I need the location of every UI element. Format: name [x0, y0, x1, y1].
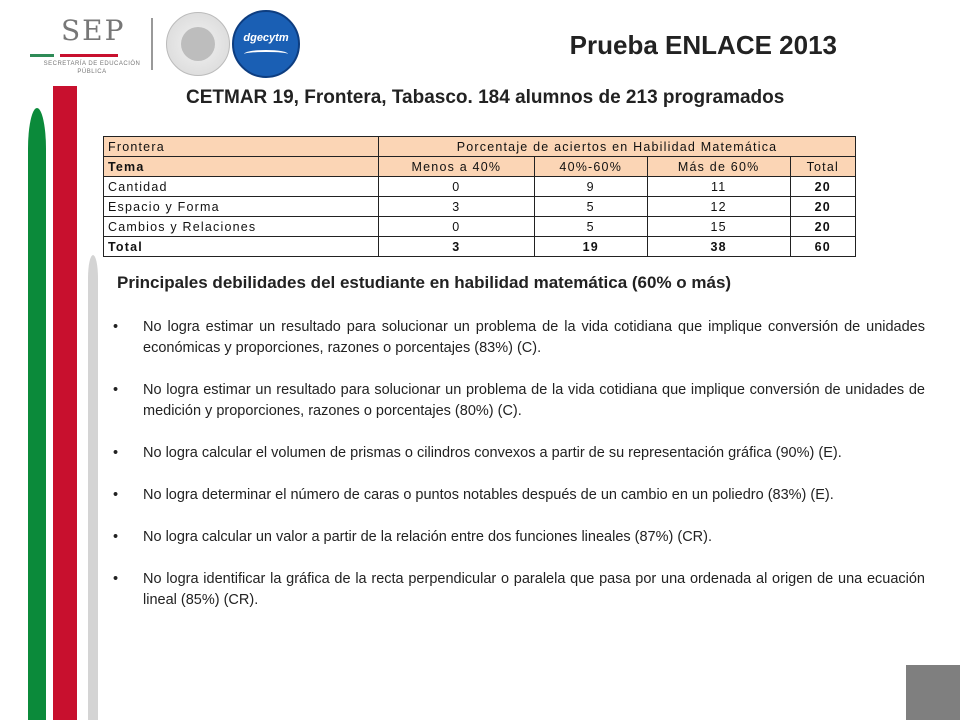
table-cell: 38 [647, 237, 790, 257]
sep-logo-text: SEP [61, 14, 126, 47]
table-cell: 9 [534, 177, 647, 197]
table-cell: 5 [534, 197, 647, 217]
table-row [104, 177, 856, 197]
table-cell: 20 [790, 177, 855, 197]
table-group-header: Porcentaje de aciertos en Habilidad Matemática [379, 137, 856, 157]
column-header: Más de 60% [647, 157, 790, 177]
table-cell: Cambios y Relaciones [104, 217, 379, 237]
bullet-icon: • [113, 529, 119, 545]
table-cell: 11 [647, 177, 790, 197]
bullet-icon: • [113, 571, 119, 587]
dgecytm-logo [232, 10, 300, 78]
table-cell: 3 [379, 237, 535, 257]
weakness-list [113, 317, 925, 632]
list-item-text: No logra estimar un resultado para solucionar un problema de la vida cotidiana que implique conversión de unidades de medición y proporciones, razones o porcentajes (80%) (C). [143, 382, 925, 419]
table-cell: Total [104, 237, 379, 257]
table-cell: 60 [790, 237, 855, 257]
sep-logo-subtitle: SECRETARÍA DE EDUCACIÓN PÚBLICA [43, 61, 141, 75]
list-item [113, 317, 925, 359]
corner-box [906, 665, 960, 720]
table-cell: Cantidad [104, 177, 379, 197]
dgecytm-logo-text: dgecytm [243, 32, 289, 44]
column-header: Total [790, 157, 855, 177]
table-row [104, 197, 856, 217]
table-cell: 15 [647, 217, 790, 237]
table-cell: 20 [790, 217, 855, 237]
coat-of-arms-logo [166, 12, 230, 76]
bullet-icon: • [113, 382, 119, 398]
table-cell: 19 [534, 237, 647, 257]
table-cell: 3 [379, 197, 535, 217]
table-cell: 20 [790, 197, 855, 217]
results-table [103, 136, 856, 257]
section-heading: Principales debilidades del estudiante en habilidad matemática (60% o más) [117, 273, 732, 292]
list-item-text: No logra determinar el número de caras o puntos notables después de un cambio en un poliedro (83%) (E). [143, 487, 834, 503]
column-header: Tema [104, 157, 379, 177]
table-total-row [104, 237, 856, 257]
list-item [113, 527, 925, 548]
page-title: Prueba ENLACE 2013 [569, 30, 837, 60]
sep-logo [24, 14, 142, 74]
table-cell: 12 [647, 197, 790, 217]
column-header: 40%-60% [534, 157, 647, 177]
bullet-icon: • [113, 319, 119, 335]
column-header: Menos a 40% [379, 157, 535, 177]
table-cell: 0 [379, 217, 535, 237]
logo-divider [151, 18, 153, 70]
table-cell: Espacio y Forma [104, 197, 379, 217]
table-top-left-cell: Frontera [104, 137, 379, 157]
bullet-icon: • [113, 487, 119, 503]
table-row [104, 217, 856, 237]
list-item [113, 380, 925, 422]
list-item [113, 569, 925, 611]
list-item-text: No logra identificar la gráfica de la recta perpendicular o paralela que pasa por una ordenada al origen de una ecuación lineal (85%) (CR). [143, 571, 925, 608]
table-cell: 5 [534, 217, 647, 237]
list-item [113, 485, 925, 506]
list-item-text: No logra calcular un valor a partir de la relación entre dos funciones lineales (87%) (CR). [143, 529, 712, 545]
table-group-header-row [104, 137, 856, 157]
table-cell: 0 [379, 177, 535, 197]
list-item-text: No logra calcular el volumen de prismas o cilindros convexos a partir de su representación gráfica (90%) (E). [143, 445, 842, 461]
list-item [113, 443, 925, 464]
bullet-icon: • [113, 445, 119, 461]
table-column-header-row [104, 157, 856, 177]
page-subtitle: CETMAR 19, Frontera, Tabasco. 184 alumnos de 213 programados [186, 87, 785, 108]
red-stripe [53, 86, 77, 720]
gray-stripe [88, 255, 98, 720]
green-stripe [28, 108, 46, 720]
list-item-text: No logra estimar un resultado para solucionar un problema de la vida cotidiana que implique conversión de unidades económicas y proporciones, razones o porcentajes (83%) (C). [143, 319, 925, 356]
